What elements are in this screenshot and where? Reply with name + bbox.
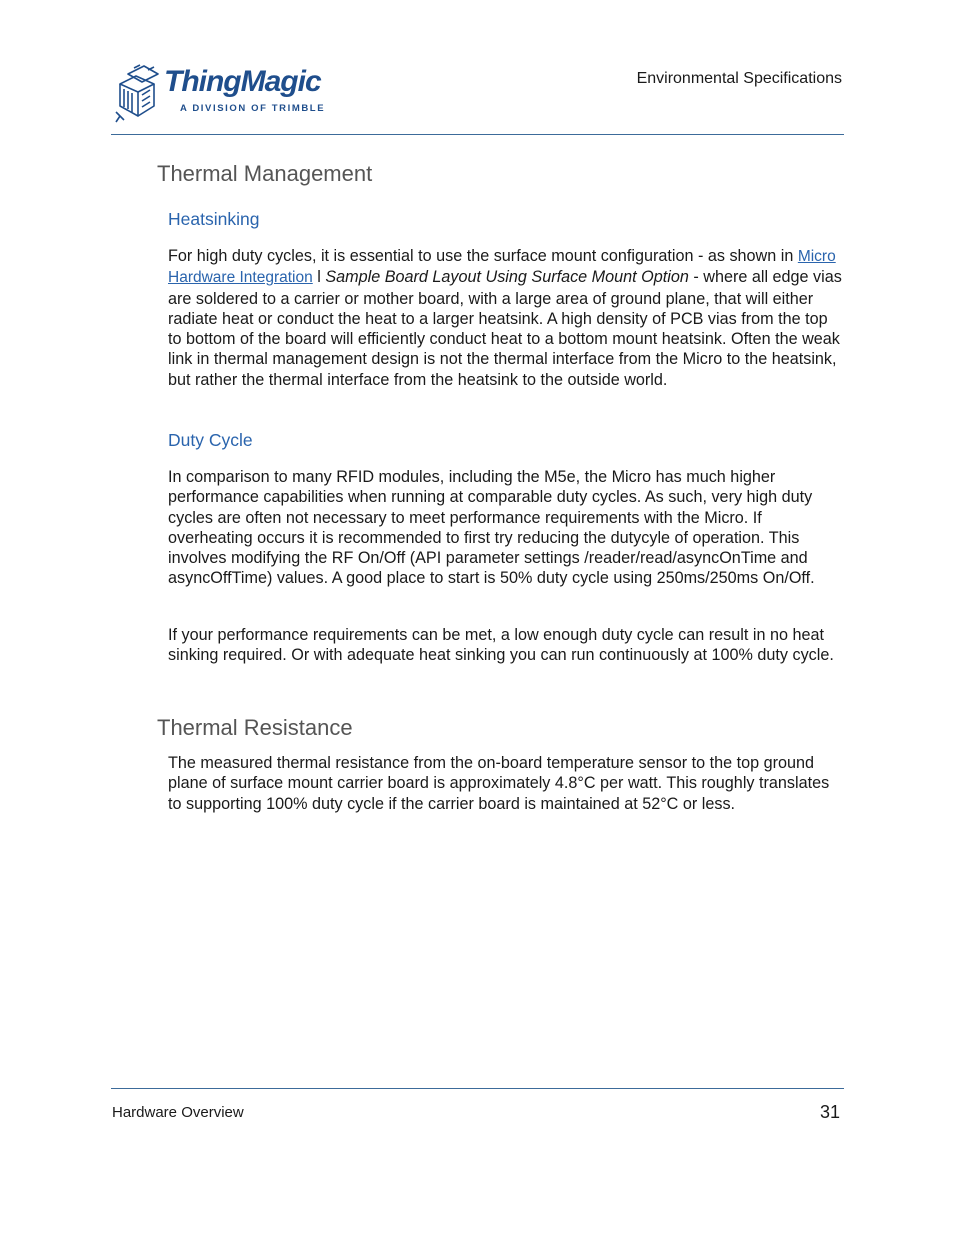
micro-hardware-integration-link[interactable]: Micro Hardware Integration (168, 248, 836, 287)
thingmagic-cube-logo-icon (114, 62, 164, 124)
subsection-title-heatsinking: Heatsinking (168, 209, 260, 229)
footer-chapter-title: Hardware Overview (112, 1104, 244, 1121)
subsection-title-duty-cycle: Duty Cycle (168, 430, 253, 450)
page-header (0, 0, 954, 140)
running-head: Environmental Specifications (636, 70, 842, 87)
text-run: l (312, 268, 326, 287)
logo-tagline: A DIVISION OF TRIMBLE (180, 103, 326, 114)
section-title-thermal-resistance: Thermal Resistance (157, 715, 353, 740)
header-rule (111, 134, 844, 135)
text-run: - where all edge vias are soldered to a carrier or mother board, with a large area of ground plane, that will either radiate heat or conduct the heat to a larger heatsink. A high density of PCB vias from the top to bottom of the board will efficiently conduct heat to a bottom mount heatsink. Often the weak link in thermal management design is not the thermal interface from the Micro to the heatsink, but rather the thermal interface from the heatsink to the outside world. (168, 268, 842, 389)
figure-reference: Sample Board Layout Using Surface Mount Option (325, 268, 689, 287)
duty-cycle-paragraph-1: In comparison to many RFID modules, including the M5e, the Micro has much higher performance capabilities when running at comparable duty cycles. As such, very high duty cycles are often not necessary to meet performance requirements with the Micro. If overheating occurs it is recommended to first try reducing the dutycyle of operation. This involves modifying the RF On/Off (API parameter settings /reader/read/asyncOnTime and asyncOffTime) values. A good place to start is 50% duty cycle using 250ms/250ms On/Off. (168, 468, 815, 588)
thermal-resistance-paragraph: The measured thermal resistance from the on-board temperature sensor to the top ground plane of surface mount carrier board is approximately 4.8°C per watt. This roughly translates to supporting 100% duty cycle if the carrier board is maintained at 52°C or less. (168, 754, 830, 813)
thingmagic-logo (114, 62, 334, 126)
page-number: 31 (819, 1102, 840, 1122)
logo-wordmark: ThingMagic (164, 65, 321, 98)
duty-cycle-paragraph-2: If your performance requirements can be met, a low enough duty cycle can result in no heat sinking required. Or with adequate heat sinking you can run continuously at 100% duty cycle. (168, 626, 834, 665)
section-title-thermal-management: Thermal Management (157, 161, 373, 186)
heatsinking-paragraph (168, 246, 844, 390)
footer-rule (111, 1088, 844, 1089)
text-run: For high duty cycles, it is essential to use the surface mount configuration - as shown in (168, 247, 798, 265)
